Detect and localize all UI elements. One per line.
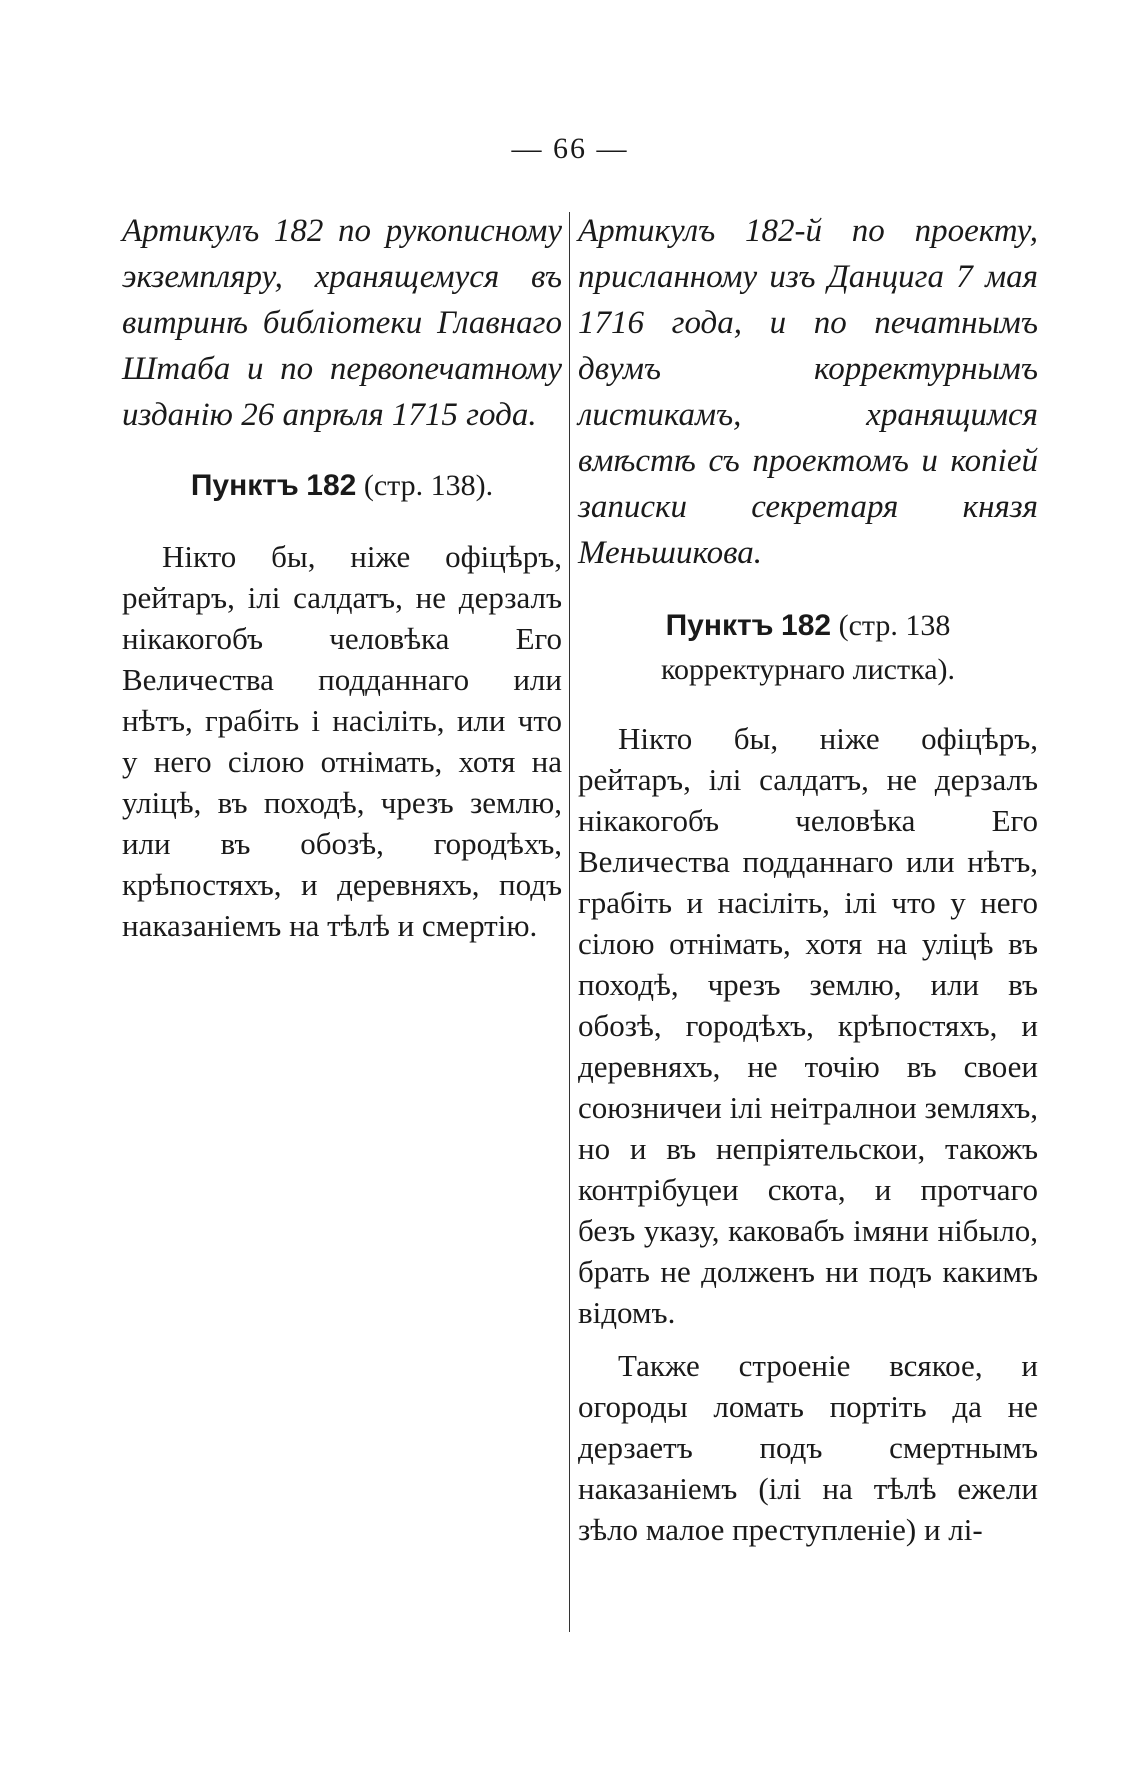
left-punkt-number: 182 [306, 469, 357, 502]
column-divider [569, 212, 570, 1632]
left-heading: Артикулъ 182 по рукописному экземпляру, хранящемуся въ витринѣ библіотеки Главнаго Штаба и по первопечатному изданію 26 апрѣля 1715 года. [122, 213, 562, 433]
left-body-text: Нікто бы, ніже офіцѣръ, рейтаръ, ілі салдатъ, не дерзалъ нікакогобъ человѣка Его Величества подданнаго или нѣтъ, грабіть і насіліть, или что у него сілою отнімать, хотя на уліцѣ, въ походѣ, чрезъ землю, или въ обозѣ, городѣхъ, крѣпостяхъ, и деревняхъ, подъ наказаніемъ на тѣлѣ и смертію. [122, 539, 562, 943]
right-punkt-heading [578, 604, 1038, 692]
right-body-text-1: Нікто бы, ніже офіцѣръ, рейтаръ, ілі салдатъ, не дерзалъ нікакогобъ человѣка Его Величества подданнаго или нѣтъ, грабіть и насіліть, ілі что у него сілою отнімать, хотя на уліцѣ въ походѣ, чрезъ землю, или въ обозѣ, городѣхъ, крѣпостяхъ, и деревняхъ, не точію въ своеи союзничеи ілі неітралнои земляхъ, но и въ непріятельскои, такожъ контрібуцеи скота, и протчаго безъ указу, каковабъ імяни нібыло, брать не долженъ ни подъ какимъ відомъ. [578, 721, 1038, 1330]
right-punkt-number: 182 [781, 609, 832, 642]
right-punkt-word: Пунктъ [665, 609, 774, 642]
right-heading: Артикулъ 182-й по проекту, присланному изъ Данцига 7 мая 1716 года, и по печатнымъ двумъ корректурнымъ листикамъ, хранящимся вмѣстѣ съ проектомъ и копіей записки секретаря князя Меньшикова. [578, 213, 1038, 571]
right-body-text-2: Также строеніе всякое, и огороды ломать портіть да не дерзаетъ подъ смертнымъ наказаніемъ (ілі на тѣлѣ ежели зѣло малое преступленіе) и лі- [578, 1348, 1038, 1547]
left-punkt-ref: (стр. 138). [363, 469, 494, 502]
left-punkt-heading [122, 464, 562, 508]
page-number: — 66 — [511, 132, 629, 165]
left-punkt-word: Пунктъ [190, 469, 299, 502]
right-punkt-ref: (стр. 138 корректурнаго листка). [660, 609, 956, 686]
right-column [578, 208, 1038, 1550]
left-column [122, 208, 562, 946]
